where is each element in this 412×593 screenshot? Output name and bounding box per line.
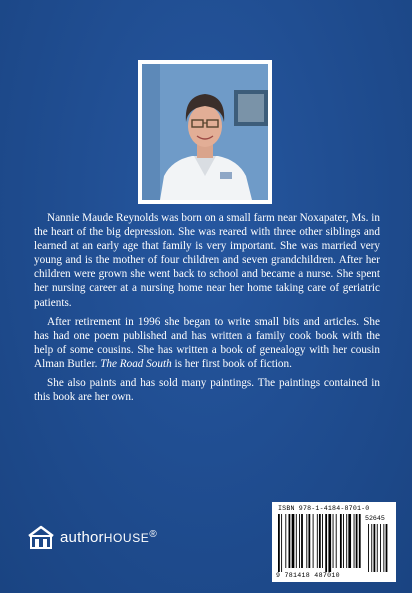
barcode-addon-bar bbox=[386, 524, 388, 572]
barcode-bar bbox=[328, 514, 331, 572]
barcode-addon-bar bbox=[380, 524, 381, 572]
barcode-bar bbox=[319, 514, 321, 568]
barcode-bar bbox=[306, 514, 307, 568]
bio-paragraph-2-start: After retirement in 1996 she began to write small bits and articles. She has had one poem published and has written a family cook book with the help of some cousins. She has written a book of genealogy with her cousin Alman Butler. bbox=[34, 315, 380, 370]
barcode-bar bbox=[292, 514, 295, 568]
barcode-bar bbox=[333, 514, 334, 568]
barcode-bar bbox=[325, 514, 327, 572]
bio-paragraph-1: Nannie Maude Reynolds was born on a small farm near Noxapater, Ms. in the heart of the big depression. She was reared with three other siblings and learned at an early age that family is very important. She was married very young and is the mother of four children and seven grandchildren. After her children were grown she went back to school and became a nurse. She spent her nursing career at a nursing home near her home taking care of geriatric patients. bbox=[34, 212, 380, 309]
book-title: The Road South bbox=[100, 357, 172, 370]
barcode-bar bbox=[322, 514, 323, 568]
bio-paragraph-3: She also paints and has sold many paintings. The paintings contained in this book are her own. bbox=[34, 377, 380, 404]
publisher-name-lower: author bbox=[60, 528, 104, 546]
publisher-logo bbox=[27, 524, 157, 550]
barcode-bar bbox=[299, 514, 300, 568]
barcode-bar bbox=[285, 514, 286, 568]
barcode-addon-bar bbox=[374, 524, 376, 572]
price-code: 52645 bbox=[365, 515, 385, 522]
barcode-bar bbox=[343, 514, 344, 568]
barcode-bar bbox=[308, 514, 310, 568]
isbn-number: ISBN 978-1-4184-8701-0 bbox=[278, 505, 370, 512]
barcode-bar bbox=[354, 514, 355, 568]
author-photo bbox=[142, 64, 268, 200]
barcode-addon-bar bbox=[371, 524, 372, 572]
bio-paragraph-2 bbox=[34, 315, 380, 371]
barcode-bar bbox=[296, 514, 297, 568]
author-biography bbox=[34, 211, 380, 409]
barcode-bar bbox=[289, 514, 291, 568]
publisher-name bbox=[60, 529, 157, 546]
barcode-bar bbox=[340, 514, 342, 568]
barcode-addon-bar bbox=[368, 524, 369, 572]
ean-digits: 9 781418 487010 bbox=[276, 572, 340, 579]
barcode-bar bbox=[346, 514, 347, 568]
barcode-bar bbox=[356, 514, 358, 568]
author-portrait-illustration bbox=[142, 64, 268, 200]
barcode-bar bbox=[336, 514, 337, 568]
barcode-bar bbox=[348, 514, 351, 568]
author-photo-frame bbox=[138, 60, 272, 204]
barcode-bars bbox=[278, 514, 391, 574]
barcode-bar bbox=[313, 514, 314, 568]
registered-mark: ® bbox=[149, 528, 157, 540]
barcode-bar bbox=[317, 514, 318, 568]
barcode-bar bbox=[301, 514, 303, 568]
bio-paragraph-2-end: is her first book of fiction. bbox=[171, 357, 292, 370]
barcode-addon-bar bbox=[383, 524, 384, 572]
building-icon bbox=[27, 524, 55, 550]
publisher-name-upper: HOUSE bbox=[103, 530, 150, 545]
barcode-bar bbox=[281, 514, 282, 572]
barcode-bar bbox=[278, 514, 280, 572]
barcode-addon-bar bbox=[377, 524, 378, 572]
barcode-bar bbox=[359, 514, 361, 568]
isbn-barcode bbox=[272, 502, 396, 582]
